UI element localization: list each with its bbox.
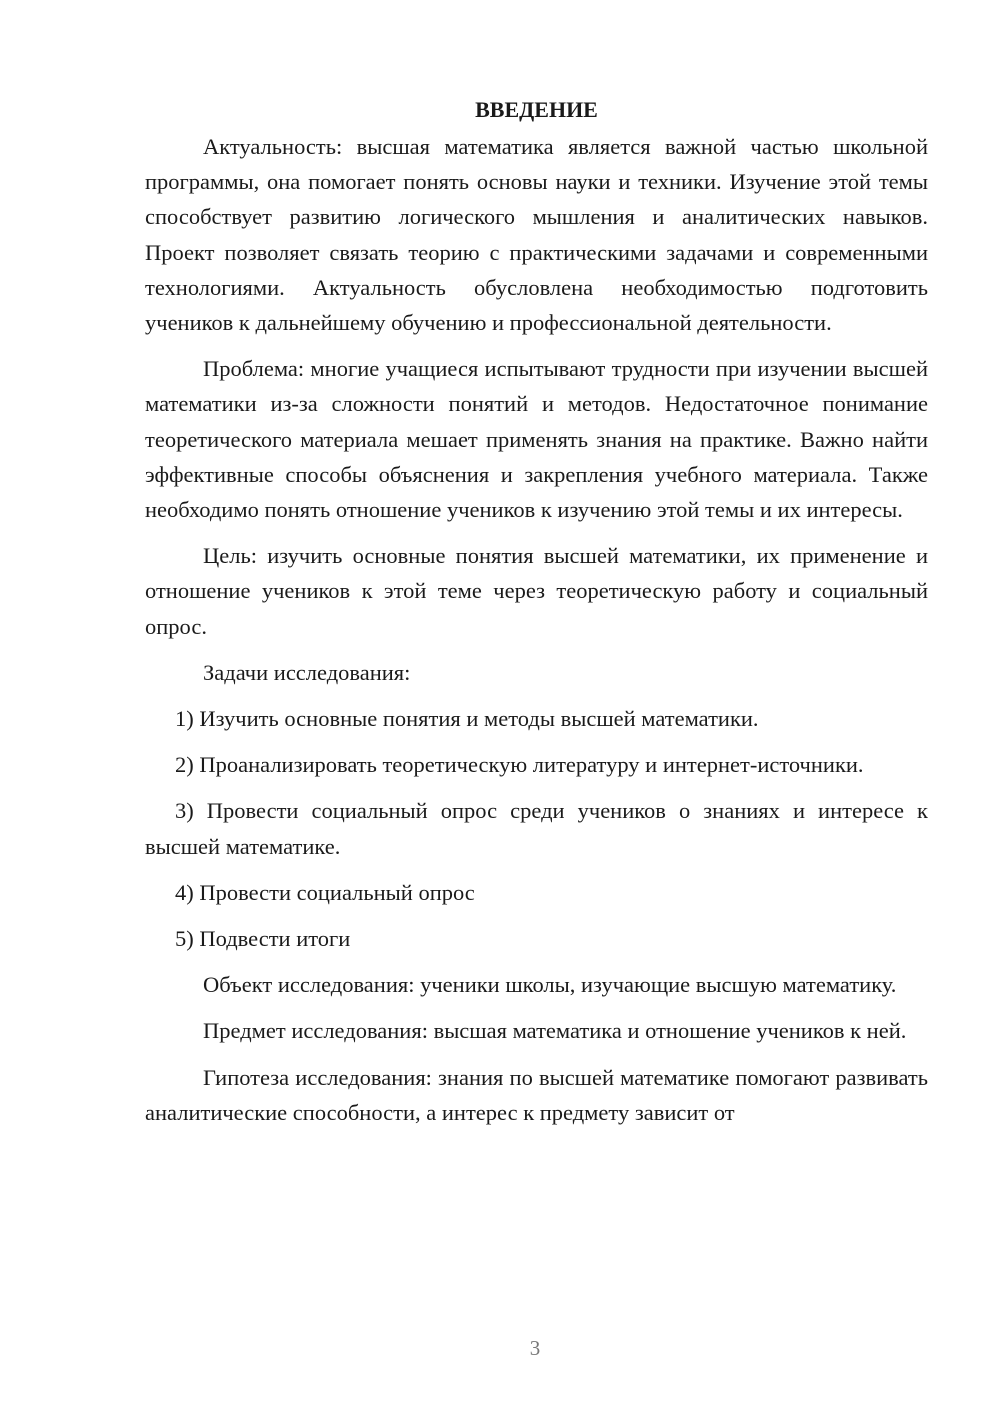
tasks-heading: Задачи исследования: (203, 659, 411, 685)
task-item-4: 4) Провести социальный опрос (175, 879, 475, 905)
paragraph-goal: Цель: изучить основные понятия высшей математики, их применение и отношение учеников к этой теме через теоретическую работу и социальный опрос. (145, 543, 928, 639)
document-page (145, 92, 928, 1141)
paragraph-subject: Предмет исследования: высшая математика и отношение учеников к ней. (203, 1018, 907, 1044)
task-item-3: 3) Провести социальный опрос среди учеников о знаниях и интересе к высшей математике. (145, 798, 928, 859)
paragraph-problem: Проблема: многие учащиеся испытывают трудности при изучении высшей математики из-за сложности понятий и методов. Недостаточное понимание теоретического материала мешает применять знания на практике. Важно найти эффективные способы объяснения и закрепления учебного материала. Также необходимо понять отношение учеников к изучению этой темы и их интересы. (145, 356, 928, 523)
task-item-2: 2) Проанализировать теоретическую литературу и интернет-источники. (175, 752, 864, 778)
page-title: ВВЕДЕНИЕ (475, 97, 598, 122)
paragraph-object: Объект исследования: ученики школы, изучающие высшую математику. (203, 972, 897, 998)
task-item-1: 1) Изучить основные понятия и методы высшей математики. (175, 706, 759, 732)
paragraph-relevance: Актуальность: высшая математика является важной частью школьной программы, она помогает понять основы науки и техники. Изучение этой темы способствует развитию логического мышления и аналитических навыков. Проект позволяет связать теорию с практическими задачами и современными технологиями. Актуальность обусловлена необходимостью подготовить учеников к дальнейшему обучению и профессиональной деятельности. (145, 134, 928, 336)
task-item-5: 5) Подвести итоги (175, 926, 351, 952)
page-number: 3 (529, 1336, 541, 1360)
paragraph-hypothesis: Гипотеза исследования: знания по высшей математике помогают развивать аналитические способности, а интерес к предмету зависит от (145, 1064, 928, 1125)
